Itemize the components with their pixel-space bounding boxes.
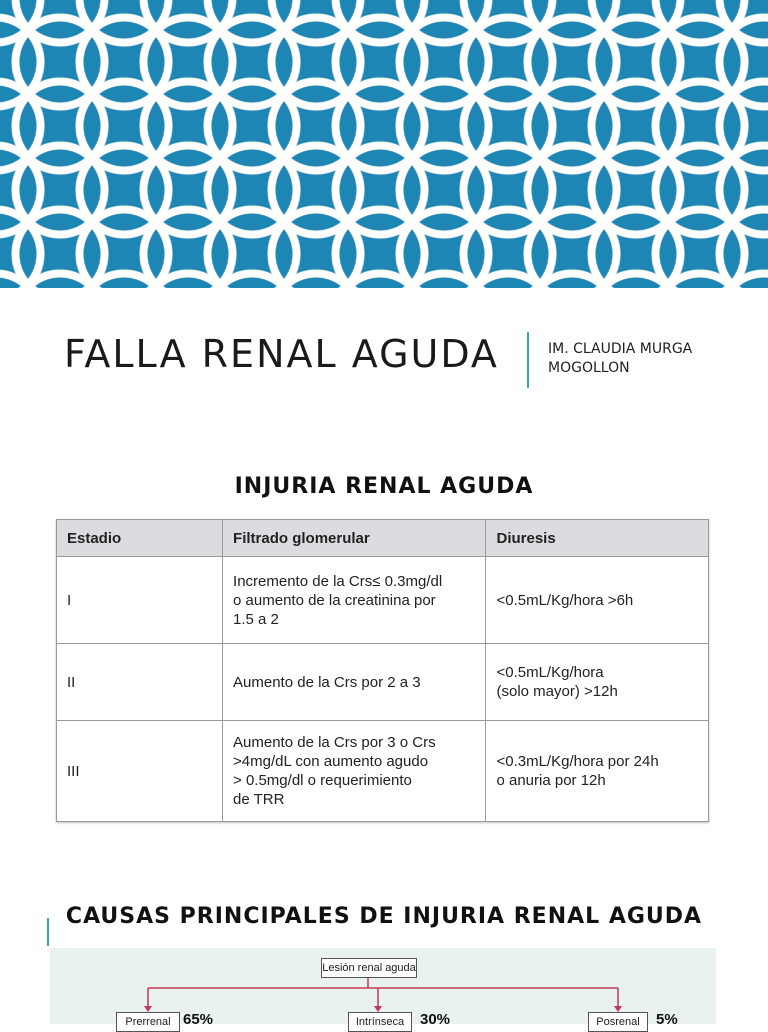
diuresis-cell: [486, 557, 709, 644]
cell-line: de TRR: [233, 791, 285, 808]
flow-percent-prerrenal: 65%: [183, 1011, 214, 1028]
flow-percent-posrenal: 5%: [656, 1011, 678, 1028]
cell-line: (solo mayor) >12h: [496, 683, 618, 700]
table-row: [57, 721, 709, 822]
flow-node-posrenal: Posrenal: [588, 1012, 648, 1032]
cell-line: <0.5mL/Kg/hora >6h: [496, 591, 634, 609]
flow-node-root: Lesión renal aguda: [321, 958, 417, 978]
diuresis-cell: [486, 644, 709, 721]
flow-node-prerrenal: Prerrenal: [116, 1012, 180, 1032]
cell-line: Incremento de la Crs≤ 0.3mg/dl: [233, 572, 443, 590]
stage-cell: I: [57, 557, 223, 644]
stage-cell: II: [57, 644, 223, 721]
patterned-banner: [0, 0, 768, 288]
cell-line: Aumento de la Crs por 3 o Crs: [233, 734, 436, 751]
cell-line: o aumento de la creatinina por: [233, 591, 436, 609]
cell-line: <0.3mL/Kg/hora por 24h: [496, 753, 659, 770]
table-header-row: [57, 520, 709, 557]
cell-line: 1.5 a 2: [233, 610, 279, 628]
header-filtrado: Filtrado glomerular: [223, 520, 486, 557]
cell-line: o anuria por 12h: [496, 772, 606, 789]
table-row: [57, 644, 709, 721]
cell-line: Aumento de la Crs por 2 a 3: [233, 673, 421, 691]
header-diuresis: Diuresis: [486, 520, 709, 557]
staging-table: [56, 519, 709, 822]
author-line-2: MOGOLLON: [548, 360, 630, 376]
page-title: FALLA RENAL AGUDA: [64, 332, 499, 376]
flow-node-intrinseca: Intrínseca: [348, 1012, 412, 1032]
filtrado-cell: [223, 557, 486, 644]
stage-cell: III: [57, 721, 223, 822]
section-heading-injuria: INJURIA RENAL AGUDA: [234, 474, 534, 499]
flow-percent-intrinseca: 30%: [420, 1011, 451, 1028]
cell-line: <0.5mL/Kg/hora: [496, 664, 604, 681]
filtrado-cell: [223, 644, 486, 721]
filtrado-cell: [223, 721, 486, 822]
table-row: [57, 557, 709, 644]
cell-line: > 0.5mg/dl o requerimiento: [233, 772, 412, 789]
header-estadio: Estadio: [57, 520, 223, 557]
title-divider: [527, 332, 529, 388]
author-line-1: IM. CLAUDIA MURGA: [548, 341, 693, 357]
causes-flowchart: [50, 948, 716, 1028]
diuresis-cell: [486, 721, 709, 822]
author-block: [548, 340, 748, 378]
section-heading-causas: CAUSAS PRINCIPALES DE INJURIA RENAL AGUDA: [65, 904, 703, 929]
cell-line: >4mg/dL con aumento agudo: [233, 753, 429, 770]
